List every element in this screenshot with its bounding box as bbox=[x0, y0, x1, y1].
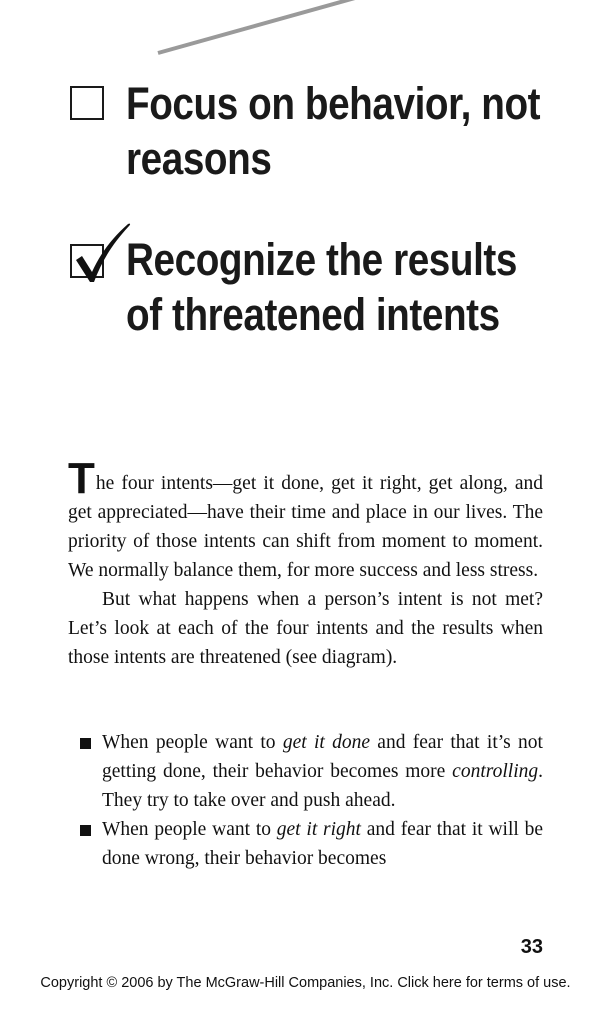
square-bullet-icon bbox=[80, 738, 91, 749]
text: . They try to take over and push ahead. bbox=[102, 761, 543, 811]
bullet-list bbox=[80, 728, 543, 873]
heading-line: Focus on behavior, not bbox=[126, 78, 541, 129]
page-number: 33 bbox=[520, 936, 543, 958]
paragraph: But what happens when a person’s intent is not met? Let’s look at each of the four intents and the results when those intents are threatened (see diagram). bbox=[68, 589, 543, 668]
emphasis: get it done bbox=[282, 732, 370, 753]
heading-line: reasons bbox=[126, 133, 272, 184]
heading-line: of threatened intents bbox=[126, 289, 500, 340]
list-item bbox=[80, 728, 543, 815]
list-item bbox=[80, 815, 543, 873]
text: When people want to bbox=[102, 732, 283, 753]
body-paragraphs bbox=[68, 454, 543, 672]
heading-line: Recognize the results bbox=[126, 234, 517, 285]
text: and fear that it will be done wrong, their behavior becomes bbox=[102, 819, 543, 869]
square-bullet-icon bbox=[80, 825, 91, 836]
unchecked-checkbox-icon bbox=[70, 86, 104, 120]
emphasis: get it right bbox=[276, 819, 361, 840]
paragraph bbox=[68, 454, 543, 585]
paragraph-text: he four intents—get it done, get it right, get along, and get appreciated—have their time and place in our lives. The priority of those intents can shift from moment to moment. We normally balance them, for more success and less stress. bbox=[68, 473, 543, 581]
text: When people want to bbox=[102, 819, 277, 840]
drop-cap: T bbox=[68, 454, 95, 503]
strikethrough-line bbox=[157, 0, 501, 55]
heading-focus-on-behavior bbox=[126, 76, 540, 186]
text: and fear that it’s not getting done, their behavior becomes more bbox=[102, 732, 543, 782]
checkmark-icon bbox=[70, 220, 134, 286]
heading-recognize-results bbox=[126, 232, 517, 342]
copyright-footer-link[interactable]: Copyright © 2006 by The McGraw-Hill Companies, Inc. Click here for terms of use. bbox=[40, 975, 571, 991]
emphasis: controlling bbox=[452, 761, 539, 782]
